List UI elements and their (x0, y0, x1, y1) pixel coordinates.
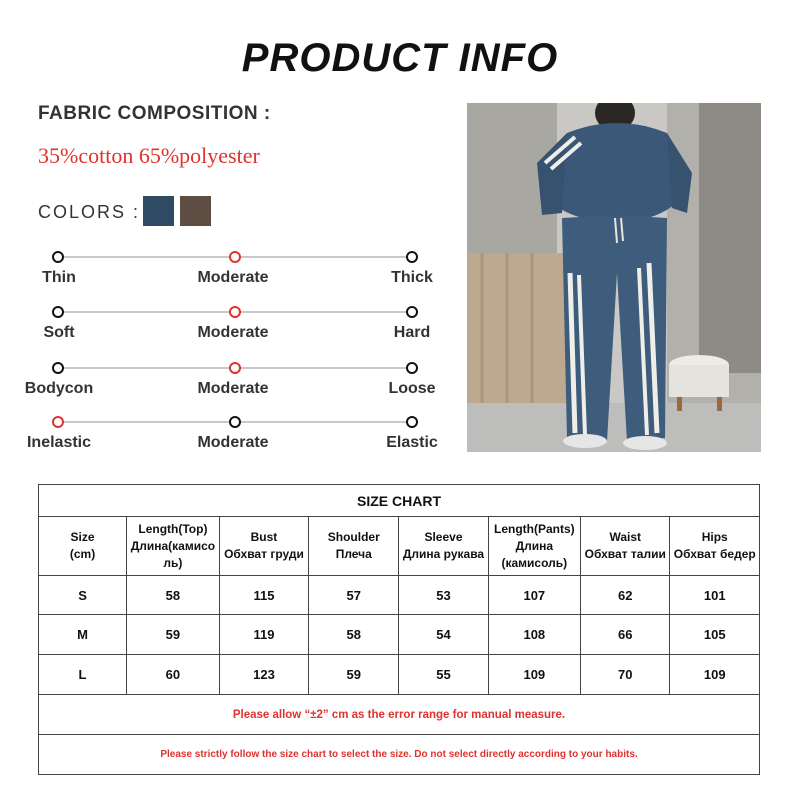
scale-dot (229, 416, 241, 428)
table-cell: 58 (127, 576, 220, 615)
header-line: Обхват талии (584, 547, 666, 561)
table-cell: 105 (670, 615, 760, 655)
header-line: Hips (701, 530, 728, 544)
table-cell: 54 (399, 615, 488, 655)
table-cell: 59 (309, 655, 399, 695)
header-bust (219, 517, 308, 576)
header-line: Length(Pants) (493, 521, 575, 536)
scale-label: Inelastic (26, 434, 92, 451)
table-row (39, 655, 760, 695)
table-cell: 119 (219, 615, 308, 655)
color-swatch-navy[interactable] (143, 196, 174, 226)
table-cell: 115 (219, 576, 308, 615)
scale-label: Thin (42, 269, 76, 286)
color-swatch-brown[interactable] (180, 196, 211, 226)
header-line: Длина(камисо (130, 538, 216, 553)
scale-dot (52, 416, 64, 428)
fabric-composition-value: 35%cotton 65%polyester (38, 143, 260, 168)
header-length-top (127, 517, 220, 576)
table-cell: 109 (670, 655, 760, 695)
header-line: Длина (515, 538, 554, 553)
thickness-scale (0, 251, 460, 301)
colors-label: COLORS : (38, 202, 141, 222)
scale-label: Bodycon (24, 380, 94, 397)
header-hips (670, 517, 760, 576)
header-line: Обхват бедер (673, 547, 756, 561)
header-waist (581, 517, 670, 576)
table-cell: S (39, 576, 127, 615)
header-line: Length(Top) (138, 521, 208, 536)
header-size (39, 517, 127, 576)
product-photo (467, 103, 761, 452)
scale-dot (229, 306, 241, 318)
table-cell: 55 (399, 655, 488, 695)
header-line: (cm) (69, 547, 96, 561)
table-cell: 60 (127, 655, 220, 695)
scale-dot (52, 251, 64, 263)
header-line: Size (70, 530, 95, 544)
table-cell: 109 (488, 655, 580, 695)
scale-label: Thick (391, 269, 433, 286)
table-cell: 66 (581, 615, 670, 655)
scale-label: Moderate (197, 324, 269, 341)
size-selection-note: Please strictly follow the size chart to select the size. Do not select directly according to your habits. (39, 735, 760, 775)
header-line: Sleeve (424, 530, 463, 544)
header-line: (камисоль) (501, 555, 568, 570)
header-shoulder (309, 517, 399, 576)
scale-label: Moderate (197, 434, 269, 451)
model-tracksuit-illustration (467, 103, 761, 452)
header-line: Bust (250, 530, 278, 544)
scale-label: Hard (393, 324, 431, 341)
header-sleeve (399, 517, 488, 576)
scale-dot (406, 306, 418, 318)
table-cell: 59 (127, 615, 220, 655)
header-line: ль) (163, 555, 183, 570)
measurement-error-note: Please allow “±2” cm as the error range for manual measure. (39, 695, 760, 735)
header-line: Обхват груди (224, 547, 304, 561)
softness-scale (0, 306, 460, 356)
scale-dot (52, 306, 64, 318)
table-cell: 62 (581, 576, 670, 615)
table-row (39, 615, 760, 655)
scale-dot (406, 416, 418, 428)
scale-label: Moderate (197, 380, 269, 397)
header-line: Плеча (335, 547, 372, 561)
fit-scale (0, 362, 460, 412)
scale-label: Loose (388, 380, 436, 397)
table-cell: 57 (309, 576, 399, 615)
header-line: Waist (609, 530, 642, 544)
fabric-composition-label: FABRIC COMPOSITION : (38, 103, 271, 124)
table-cell: L (39, 655, 127, 695)
table-cell: M (39, 615, 127, 655)
table-cell: 108 (488, 615, 580, 655)
header-length-pants (488, 517, 580, 576)
scale-dot (229, 362, 241, 374)
scale-dot (52, 362, 64, 374)
table-cell: 53 (399, 576, 488, 615)
scale-label: Moderate (197, 269, 269, 286)
header-line: Shoulder (327, 530, 380, 544)
scale-dot (406, 362, 418, 374)
scale-label: Elastic (386, 434, 438, 451)
elasticity-scale (0, 416, 460, 466)
table-cell: 123 (219, 655, 308, 695)
page-title: PRODUCT INFO (241, 36, 559, 80)
scale-label: Soft (43, 324, 75, 341)
table-cell: 107 (488, 576, 580, 615)
table-cell: 58 (309, 615, 399, 655)
table-cell: 101 (670, 576, 760, 615)
scale-dot (229, 251, 241, 263)
header-line: Длина рукава (402, 547, 485, 561)
table-cell: 70 (581, 655, 670, 695)
scale-dot (406, 251, 418, 263)
table-row (39, 576, 760, 615)
size-chart-table (38, 484, 760, 775)
size-chart-title: SIZE CHART (39, 485, 760, 517)
